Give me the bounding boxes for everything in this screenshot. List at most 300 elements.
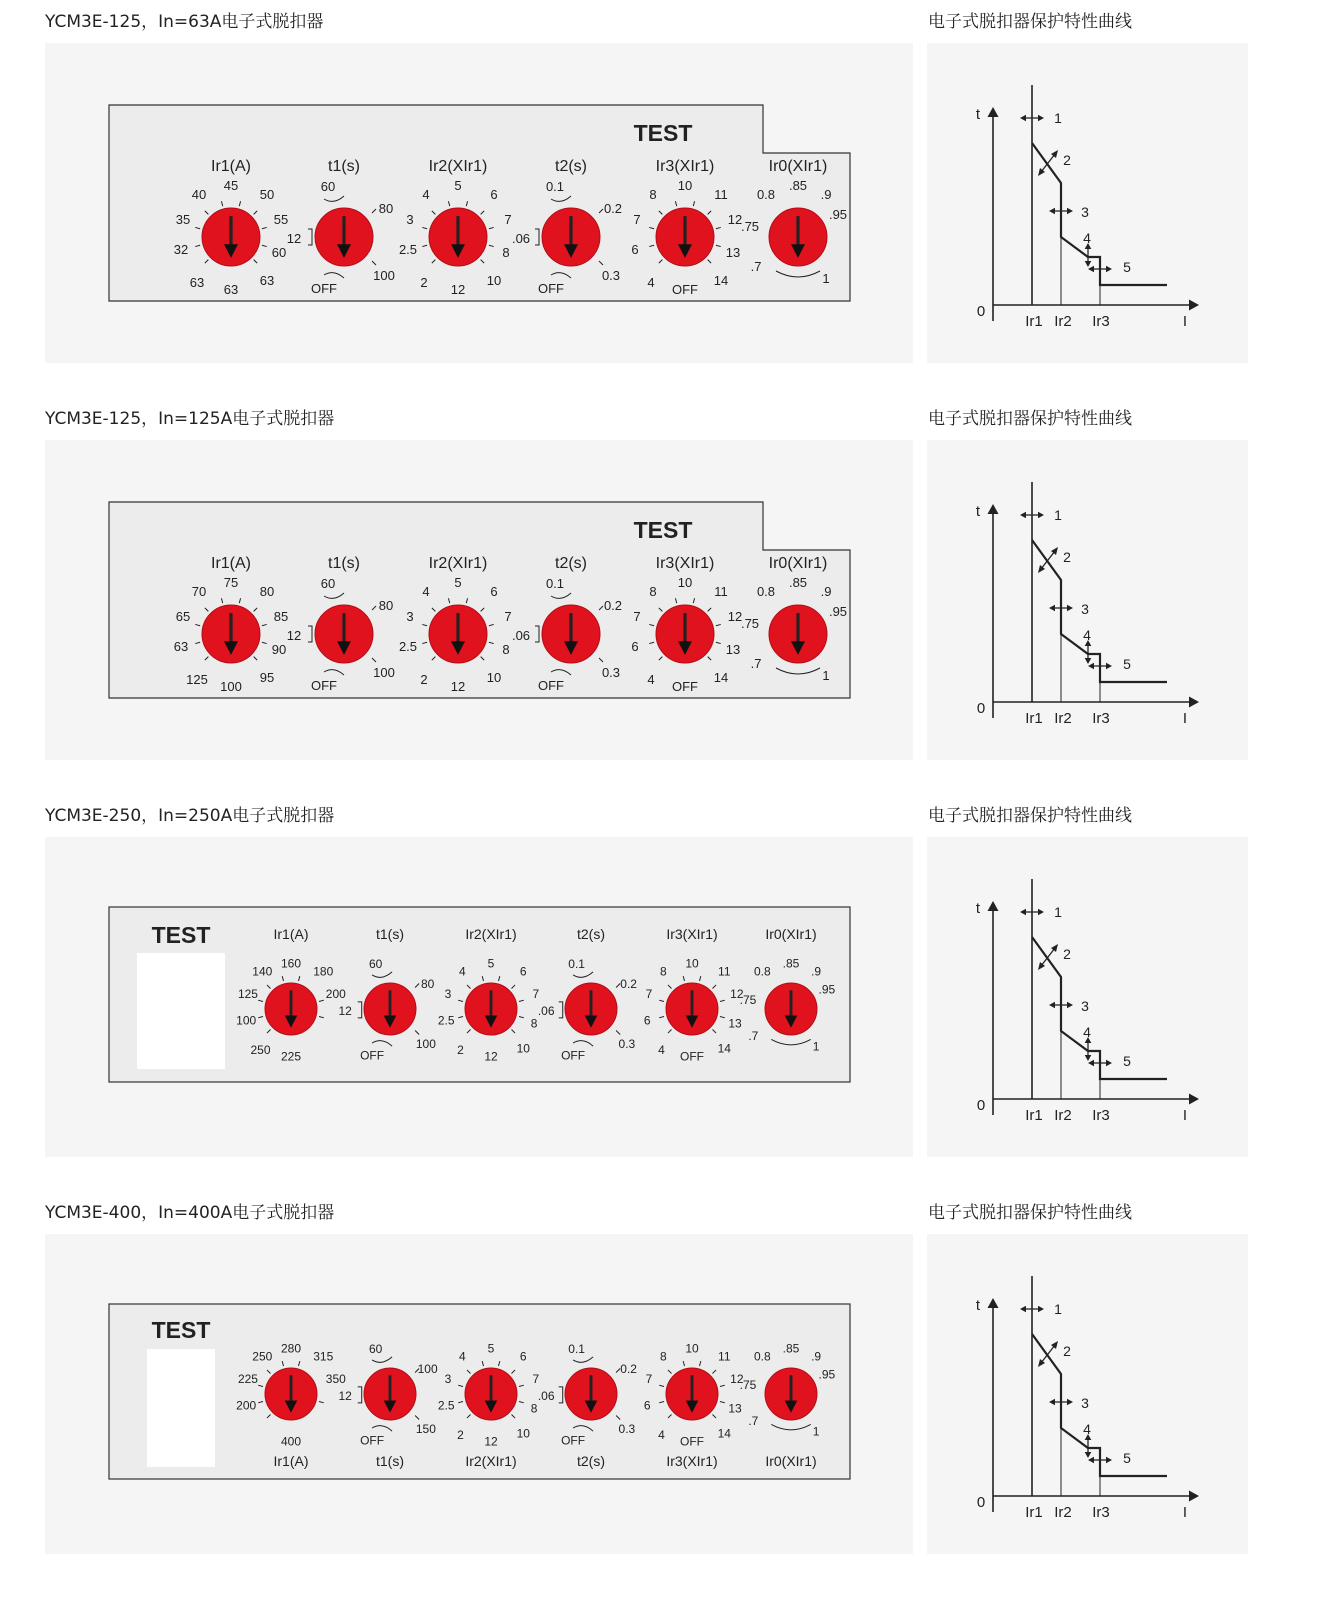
tick-label: OFF <box>680 1049 704 1064</box>
marker-label-2: 2 <box>1063 549 1071 565</box>
section-title: YCM3E-400，In=400A电子式脱扣器 <box>45 1203 335 1223</box>
tick-label: 60 <box>368 957 383 972</box>
marker-arrow-head <box>1020 512 1026 519</box>
trip-unit-diagram <box>45 43 913 363</box>
marker-arrow-head <box>1049 1002 1055 1009</box>
marker-label-5: 5 <box>1123 259 1131 275</box>
marker-label-2: 2 <box>1063 1343 1071 1359</box>
section-title: YCM3E-250，In=250A电子式脱扣器 <box>45 806 335 826</box>
tick-label: 4 <box>422 584 430 599</box>
tick-label: 8 <box>659 964 667 979</box>
tick-label: 7 <box>645 986 653 1001</box>
tick-label: .95 <box>818 982 836 997</box>
curve-title: 电子式脱扣器保护特性曲线 <box>928 806 1132 826</box>
tick-label: 3 <box>444 986 452 1001</box>
protection-curve <box>976 879 1199 1124</box>
origin-label: 0 <box>976 1097 986 1114</box>
tick-label: 35 <box>175 212 191 227</box>
tick-label: 140 <box>252 964 273 979</box>
tick-label: 12 <box>450 679 466 694</box>
tick-label: 7 <box>532 1371 540 1386</box>
tick-label: 225 <box>280 1049 302 1064</box>
tick-label: 80 <box>259 584 275 599</box>
axis-i-label: I <box>1182 1107 1188 1124</box>
tick-label-ir1: Ir1 <box>1025 313 1043 330</box>
marker-arrow-head <box>1085 1055 1092 1061</box>
trip-unit-plate <box>109 502 850 698</box>
marker-label-2: 2 <box>1063 946 1071 962</box>
marker-arrow-head <box>1038 512 1044 519</box>
tick-label-ir3: Ir3 <box>1092 710 1110 727</box>
tick-label: 350 <box>325 1371 346 1386</box>
tick-label: OFF <box>680 1434 704 1449</box>
tick-label: 8 <box>659 1349 667 1364</box>
tick-label: 4 <box>458 1349 466 1364</box>
knob-title: Ir1(A) <box>211 158 251 175</box>
curve-panel <box>927 837 1248 1157</box>
knob-title: Ir0(XIr1) <box>768 555 828 572</box>
marker-label-2: 2 <box>1063 152 1071 168</box>
tick-label: .9 <box>811 964 822 979</box>
tick-label-ir2: Ir2 <box>1054 313 1072 330</box>
t-axis-arrow <box>988 107 999 117</box>
tick-label: .95 <box>828 207 848 222</box>
tick-label: 4 <box>458 964 466 979</box>
tick-label: 12 <box>338 1003 352 1018</box>
tick-label: 0.8 <box>756 584 776 599</box>
tick-label-ir3: Ir3 <box>1092 1504 1110 1521</box>
tick-label: 2 <box>420 275 428 290</box>
tick-label: 60 <box>320 179 336 194</box>
tick-label: 80 <box>378 598 394 613</box>
marker-arrow-head <box>1088 1060 1094 1067</box>
curve-diagram <box>927 43 1248 363</box>
tick-label: .06 <box>511 628 531 643</box>
curve-line <box>1032 937 1167 1079</box>
knob-title: t1(s) <box>328 555 360 572</box>
trip-unit-panel <box>45 440 913 760</box>
i-axis-arrow <box>1189 1094 1199 1105</box>
knob-title: t2(s) <box>577 1453 605 1469</box>
tick-label: .7 <box>750 656 762 671</box>
knob-title: Ir1(A) <box>211 555 251 572</box>
tick-label: 0.3 <box>601 665 621 680</box>
tick-label: 160 <box>280 956 302 971</box>
tick-label: 1 <box>822 271 830 286</box>
marker-arrow-head <box>1106 663 1112 670</box>
marker-label-3: 3 <box>1081 998 1089 1014</box>
knob-title: t1(s) <box>328 158 360 175</box>
tick-label: 60 <box>271 245 287 260</box>
curve-title: 电子式脱扣器保护特性曲线 <box>928 12 1132 32</box>
tick-label: 12 <box>286 231 302 246</box>
tick-label: 8 <box>502 642 510 657</box>
tick-label: OFF <box>672 679 698 694</box>
trip-unit-panel <box>45 1234 913 1554</box>
axis-t-label: t <box>975 106 981 123</box>
tick-label: 3 <box>444 1371 452 1386</box>
tick-label: 7 <box>504 212 512 227</box>
tick-label: 0.3 <box>601 268 621 283</box>
tick-label: 200 <box>236 1398 257 1413</box>
origin-label: 0 <box>976 303 986 320</box>
tick-label: 5 <box>487 1341 495 1356</box>
marker-arrow-head <box>1049 605 1055 612</box>
marker-arrow-head <box>1049 208 1055 215</box>
origin-label: 0 <box>976 1494 986 1511</box>
tick-label: 60 <box>320 576 336 591</box>
knob-title: Ir0(XIr1) <box>765 1453 817 1469</box>
tick-label: 70 <box>191 584 207 599</box>
tick-label: 0.2 <box>603 201 623 216</box>
tick-label: 4 <box>658 1428 665 1443</box>
tick-label-ir3: Ir3 <box>1092 313 1110 330</box>
tick-label: 0.8 <box>756 187 776 202</box>
knob-title: Ir2(XIr1) <box>465 1453 517 1469</box>
tick-label: 100 <box>373 665 395 680</box>
tick-label: 90 <box>271 642 287 657</box>
tick-label-ir1: Ir1 <box>1025 710 1043 727</box>
tick-label: OFF <box>672 282 698 297</box>
marker-arrow-head <box>1038 115 1044 122</box>
tick-label: 0.2 <box>620 976 637 991</box>
tick-label: OFF <box>538 281 564 296</box>
marker-label-4: 4 <box>1083 1421 1091 1437</box>
marker-arrow-head <box>1038 1306 1044 1313</box>
tick-label: .7 <box>748 1028 759 1043</box>
tick-label: 60 <box>368 1342 383 1357</box>
test-window <box>137 953 225 1069</box>
tick-label: 0.1 <box>568 957 585 972</box>
trip-unit-plate <box>109 105 850 301</box>
tick-label: 3 <box>406 609 414 624</box>
marker-arrow-head <box>1049 1399 1055 1406</box>
knob-title: t1(s) <box>376 926 404 942</box>
tick-label: 45 <box>223 178 239 193</box>
tick-label: .7 <box>750 259 762 274</box>
tick-label: 1 <box>812 1424 820 1439</box>
tick-label: 80 <box>420 976 435 991</box>
tick-label: 100 <box>415 1036 436 1051</box>
tick-label: 13 <box>725 642 741 657</box>
knob-title: t1(s) <box>376 1453 404 1469</box>
marker-arrow-head <box>1085 261 1092 267</box>
trip-unit-panel <box>45 837 913 1157</box>
tick-label: 6 <box>490 584 498 599</box>
marker-arrow-head <box>1085 1452 1092 1458</box>
tick-label: OFF <box>538 678 564 693</box>
knob-title: Ir0(XIr1) <box>765 926 817 942</box>
tick-label: 50 <box>259 187 275 202</box>
marker-arrow-head <box>1088 663 1094 670</box>
tick-label: 150 <box>415 1421 436 1436</box>
axis-i-label: I <box>1182 313 1188 330</box>
knob-title: Ir1(A) <box>273 1453 309 1469</box>
tick-label: .9 <box>820 584 832 599</box>
marker-arrow-head <box>1020 115 1026 122</box>
test-label: TEST <box>633 517 693 543</box>
tick-label: 7 <box>645 1371 653 1386</box>
tick-label: 12 <box>730 986 744 1001</box>
marker-arrow-head <box>1020 909 1026 916</box>
tick-label: 6 <box>643 1013 651 1028</box>
tick-label: .7 <box>748 1413 759 1428</box>
t-axis-arrow <box>988 1298 999 1308</box>
tick-label: 180 <box>313 964 334 979</box>
tick-label: 12 <box>286 628 302 643</box>
test-label: TEST <box>151 1317 211 1343</box>
tick-label: .85 <box>788 178 808 193</box>
axis-t-label: t <box>975 503 981 520</box>
tick-label: 65 <box>175 609 191 624</box>
tick-label: 13 <box>728 1016 742 1031</box>
tick-label: 8 <box>649 584 657 599</box>
tick-label: 200 <box>325 986 346 1001</box>
tick-label: 7 <box>504 609 512 624</box>
tick-label: 14 <box>717 1426 731 1441</box>
tick-label: 55 <box>273 212 289 227</box>
tick-label: 10 <box>486 670 502 685</box>
curve-title: 电子式脱扣器保护特性曲线 <box>928 409 1132 429</box>
tick-label: 4 <box>647 672 655 687</box>
tick-label: 12 <box>730 1371 744 1386</box>
tick-label: 12 <box>727 609 743 624</box>
protection-curve <box>976 85 1199 330</box>
tick-label: 6 <box>519 1349 527 1364</box>
marker-label-4: 4 <box>1083 627 1091 643</box>
trip-unit-panel <box>45 43 913 363</box>
tick-label: 315 <box>313 1349 334 1364</box>
tick-label: 10 <box>685 956 699 971</box>
tick-label: 2 <box>420 672 428 687</box>
marker-label-1: 1 <box>1054 110 1062 126</box>
curve-line <box>1032 1334 1167 1476</box>
tick-label: 5 <box>454 178 462 193</box>
tick-label: 10 <box>516 1426 530 1441</box>
tick-label: 63 <box>189 275 205 290</box>
tick-label: 4 <box>422 187 430 202</box>
tick-label: 250 <box>252 1349 273 1364</box>
tick-label: 75 <box>223 575 239 590</box>
axis-t-label: t <box>975 1297 981 1314</box>
tick-label-ir3: Ir3 <box>1092 1107 1110 1124</box>
tick-label: 4 <box>647 275 655 290</box>
knob-title: Ir2(XIr1) <box>465 926 517 942</box>
t-axis-arrow <box>988 901 999 911</box>
trip-unit-diagram <box>45 837 913 1157</box>
tick-label: 225 <box>237 1371 258 1386</box>
marker-label-5: 5 <box>1123 1053 1131 1069</box>
marker-label-5: 5 <box>1123 656 1131 672</box>
tick-label: 0.8 <box>753 1349 771 1364</box>
tick-label: 100 <box>373 268 395 283</box>
marker-label-1: 1 <box>1054 904 1062 920</box>
tick-label: 40 <box>191 187 207 202</box>
tick-label: 8 <box>502 245 510 260</box>
protection-curve <box>976 482 1199 727</box>
tick-label: 125 <box>186 672 208 687</box>
test-label: TEST <box>633 120 693 146</box>
marker-arrow-head <box>1088 266 1094 273</box>
tick-label: 0.1 <box>545 576 565 591</box>
tick-label: .95 <box>818 1367 836 1382</box>
tick-label: 14 <box>713 670 729 685</box>
tick-label: 2 <box>457 1428 464 1443</box>
tick-label: 11 <box>714 584 728 599</box>
knob-title: Ir3(XIr1) <box>655 555 715 572</box>
marker-arrow-head <box>1067 1399 1073 1406</box>
tick-label: OFF <box>360 1048 385 1063</box>
tick-label: 10 <box>486 273 502 288</box>
tick-label-ir1: Ir1 <box>1025 1107 1043 1124</box>
tick-label: 6 <box>519 964 527 979</box>
tick-label: .75 <box>739 1378 757 1393</box>
marker-label-4: 4 <box>1083 230 1091 246</box>
section-title: YCM3E-125，In=125A电子式脱扣器 <box>45 409 335 429</box>
curve-line <box>1032 540 1167 682</box>
tick-label: 2 <box>457 1043 464 1058</box>
i-axis-arrow <box>1189 697 1199 708</box>
marker-arrow-head <box>1067 605 1073 612</box>
knob-title: t2(s) <box>555 555 587 572</box>
tick-label: 63 <box>259 273 275 288</box>
knob-title: Ir0(XIr1) <box>768 158 828 175</box>
marker-label-3: 3 <box>1081 204 1089 220</box>
axis-i-label: I <box>1182 710 1188 727</box>
marker-label-4: 4 <box>1083 1024 1091 1040</box>
tick-label: 12 <box>450 282 466 297</box>
tick-label: 0.1 <box>568 1342 585 1357</box>
curve-panel <box>927 440 1248 760</box>
tick-label: 13 <box>728 1401 742 1416</box>
knob-title: Ir3(XIr1) <box>666 926 718 942</box>
tick-label: OFF <box>311 281 337 296</box>
tick-label: .9 <box>820 187 832 202</box>
axis-t-label: t <box>975 900 981 917</box>
tick-label: 14 <box>713 273 729 288</box>
tick-label: .85 <box>782 956 800 971</box>
marker-arrow-head <box>1038 909 1044 916</box>
tick-label: 3 <box>406 212 414 227</box>
tick-label: 32 <box>173 242 189 257</box>
tick-label: 0.2 <box>620 1361 637 1376</box>
tick-label: 14 <box>717 1041 731 1056</box>
marker-arrow-head <box>1067 208 1073 215</box>
curve-diagram <box>927 440 1248 760</box>
marker-label-1: 1 <box>1054 507 1062 523</box>
tick-label: 0.2 <box>603 598 623 613</box>
tick-label: .85 <box>788 575 808 590</box>
tick-label: 100 <box>417 1361 438 1376</box>
tick-label-ir2: Ir2 <box>1054 710 1072 727</box>
knob-title: Ir1(A) <box>273 926 309 942</box>
tick-label: 7 <box>633 609 641 624</box>
tick-label: 7 <box>633 212 641 227</box>
curve-panel <box>927 43 1248 363</box>
protection-curve <box>976 1276 1199 1521</box>
tick-label: 12 <box>484 1434 498 1449</box>
tick-label: 6 <box>490 187 498 202</box>
tick-label: 5 <box>454 575 462 590</box>
curve-line <box>1032 143 1167 285</box>
tick-label: 11 <box>718 1349 731 1364</box>
i-axis-arrow <box>1189 1491 1199 1502</box>
tick-label: 8 <box>649 187 657 202</box>
tick-label-ir2: Ir2 <box>1054 1504 1072 1521</box>
knob-title: Ir3(XIr1) <box>666 1453 718 1469</box>
marker-label-1: 1 <box>1054 1301 1062 1317</box>
tick-label: 8 <box>530 1016 538 1031</box>
tick-label: .9 <box>811 1349 822 1364</box>
knob-title: Ir2(XIr1) <box>428 555 488 572</box>
tick-label: .95 <box>828 604 848 619</box>
tick-label: 80 <box>378 201 394 216</box>
tick-label: .06 <box>511 231 531 246</box>
knob-title: t2(s) <box>577 926 605 942</box>
tick-label: 0.3 <box>618 1036 636 1051</box>
marker-arrow-head <box>1088 1457 1094 1464</box>
tick-label: 125 <box>237 986 258 1001</box>
section-title: YCM3E-125，In=63A电子式脱扣器 <box>45 12 324 32</box>
tick-label: 400 <box>280 1434 302 1449</box>
tick-label: OFF <box>561 1048 586 1063</box>
tick-label: 0.3 <box>618 1421 636 1436</box>
marker-arrow-head <box>1085 658 1092 664</box>
tick-label: 7 <box>532 986 540 1001</box>
tick-label: 4 <box>658 1043 665 1058</box>
tick-label: 12 <box>727 212 743 227</box>
marker-label-3: 3 <box>1081 601 1089 617</box>
tick-label: 2.5 <box>437 1398 455 1413</box>
tick-label: 85 <box>273 609 289 624</box>
curve-diagram <box>927 837 1248 1157</box>
tick-label: 100 <box>220 679 242 694</box>
marker-arrow-head <box>1106 1060 1112 1067</box>
marker-label-3: 3 <box>1081 1395 1089 1411</box>
trip-unit-diagram <box>45 440 913 760</box>
tick-label: OFF <box>311 678 337 693</box>
tick-label-ir1: Ir1 <box>1025 1504 1043 1521</box>
tick-label: 0.8 <box>753 964 771 979</box>
tick-label: 10 <box>677 178 693 193</box>
tick-label: 6 <box>643 1398 651 1413</box>
tick-label: 1 <box>812 1039 820 1054</box>
test-label: TEST <box>151 922 211 948</box>
tick-label: .75 <box>740 219 760 234</box>
tick-label: 2.5 <box>398 242 418 257</box>
tick-label: 10 <box>685 1341 699 1356</box>
tick-label: .85 <box>782 1341 800 1356</box>
curve-panel <box>927 1234 1248 1554</box>
marker-label-5: 5 <box>1123 1450 1131 1466</box>
tick-label: 12 <box>484 1049 498 1064</box>
tick-label: 6 <box>631 639 639 654</box>
tick-label: 11 <box>714 187 728 202</box>
tick-label: .06 <box>537 1003 555 1018</box>
test-window <box>147 1349 215 1467</box>
tick-label: 63 <box>223 282 239 297</box>
tick-label: 2.5 <box>398 639 418 654</box>
trip-unit-diagram <box>45 1234 913 1554</box>
tick-label: 100 <box>236 1013 257 1028</box>
tick-label: 95 <box>259 670 275 685</box>
tick-label: 10 <box>677 575 693 590</box>
tick-label: 10 <box>516 1041 530 1056</box>
marker-arrow-head <box>1020 1306 1026 1313</box>
curve-title: 电子式脱扣器保护特性曲线 <box>928 1203 1132 1223</box>
i-axis-arrow <box>1189 300 1199 311</box>
axis-i-label: I <box>1182 1504 1188 1521</box>
